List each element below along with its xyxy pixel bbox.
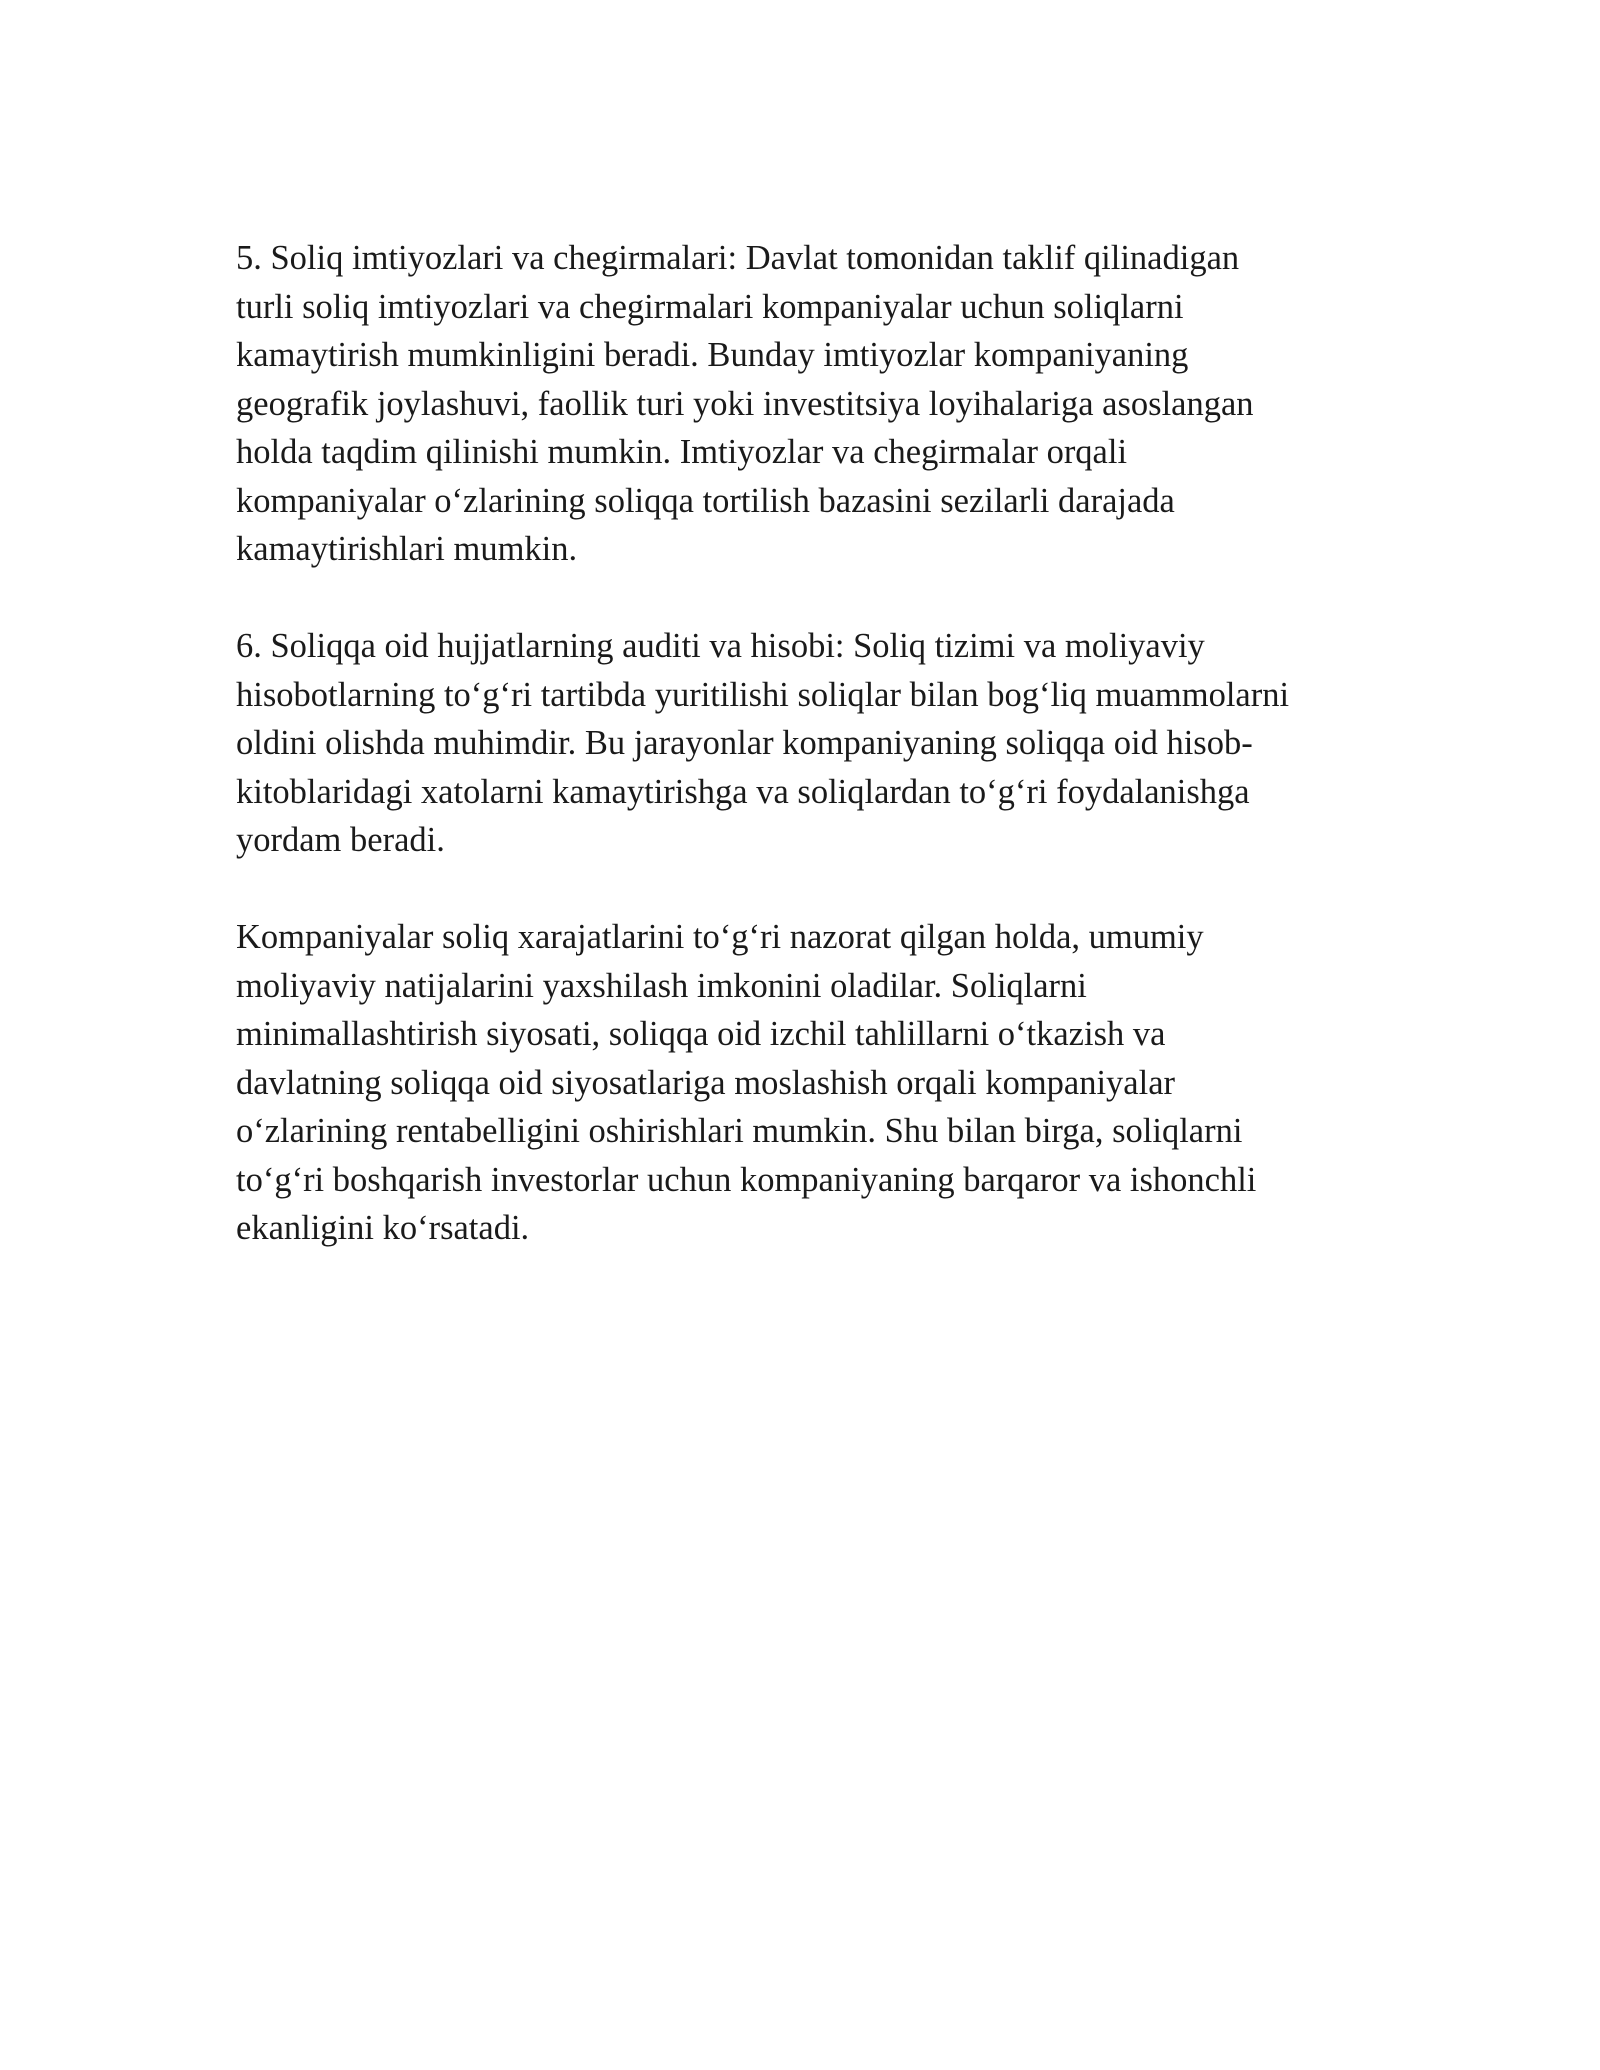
paragraph-conclusion: Kompaniyalar soliq xarajatlarini to‘g‘ri nazorat qilgan holda, umumiy moliyaviy natijalarini yaxshilash imkonini oladilar. Soliqlarni minimallashtirish siyosati, soliqqa oid izchil tahlillarni o‘tkazish va davlatning soliqqa oid siyosatlariga moslashish orqali kompaniyalar o‘zlarining rentabelligini oshirishlari mumkin. Shu bilan birga, soliqlarni to‘g‘ri boshqarish investorlar uchun kompaniyaning barqaror va ishonchli ekanligini ko‘rsatadi. (236, 918, 1257, 1247)
paragraph-tax-audit: 6. Soliqqa oid hujjatlarning auditi va hisobi: Soliq tizimi va moliyaviy hisobotlarning to‘g‘ri tartibda yuritilishi soliqlar bilan bog‘liq muammolarni oldini olishda muhimdir. Bu jarayonlar kompaniyaning soliqqa oid hisob- kitoblaridagi xatolarni kamaytirishga va soliqlardan to‘g‘ri foydalanishga yordam beradi. (236, 627, 1290, 859)
paragraph-tax-benefits: 5. Soliq imtiyozlari va chegirmalari: Davlat tomonidan taklif qilinadigan turli soliq imtiyozlari va chegirmalari kompaniyalar uchun soliqlarni kamaytirish mumkinligini beradi. Bunday imtiyozlar kompaniyaning geografik joylashuvi, faollik turi yoki investitsiya loyihalariga asoslangan holda taqdim qilinishi mumkin. Imtiyozlar va chegirmalar orqali kompaniyalar o‘zlarining soliqqa tortilish bazasini sezilarli darajada kamaytirishlari mumkin. (236, 239, 1254, 568)
document-body (236, 234, 1366, 1253)
